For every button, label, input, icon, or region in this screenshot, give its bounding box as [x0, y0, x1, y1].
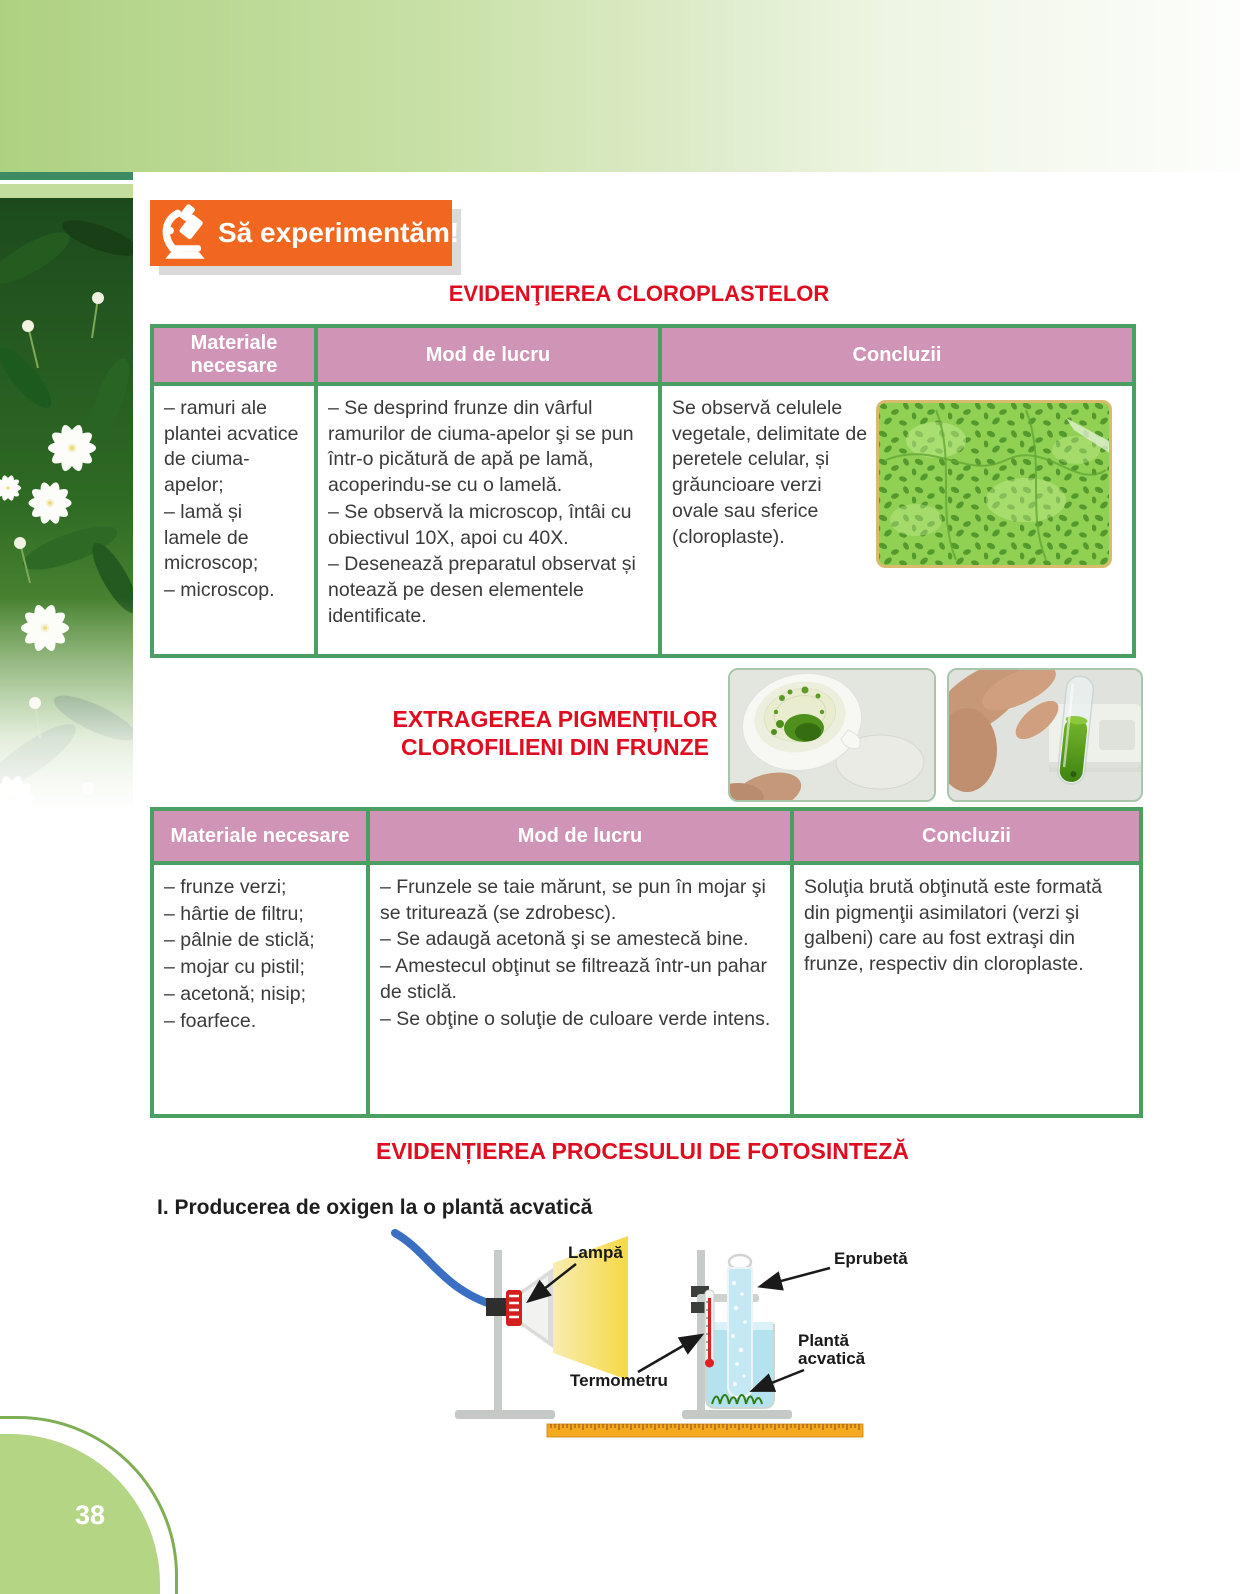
lamp-cable	[395, 1233, 496, 1306]
table2-header-mod: Mod de lucru	[370, 811, 790, 861]
heading-extragere-line2: CLOROFILIENI DIN FRUNZE	[401, 734, 709, 760]
table2-header-concluzii: Concluzii	[794, 811, 1139, 861]
table1-header-concluzii: Concluzii	[662, 328, 1132, 382]
label-planta-line2: acvatică	[798, 1349, 866, 1368]
mortar-pigment-photo	[728, 668, 936, 802]
lamp-clamp	[486, 1298, 508, 1316]
table1-concluzii-text: Se observă celulele vegetale, delimitate de peretele celular, și grăuncioare verzi ovale sau sferice (cloroplaste).	[672, 397, 868, 548]
test-tube-photo-art	[949, 670, 1141, 800]
mortar-photo-art	[730, 670, 934, 800]
label-eprubeta: Eprubetă	[834, 1249, 908, 1268]
page-number: 38	[74, 1500, 106, 1530]
table1-cell-concluzii	[662, 386, 1132, 654]
microscope-icon	[158, 203, 212, 263]
subsection-title: I. Producerea de oxigen la o plantă acvatică	[157, 1196, 593, 1219]
test-tube-photo	[947, 668, 1143, 802]
table-cloroplaste	[150, 324, 1136, 658]
ruler	[547, 1424, 863, 1437]
test-tube	[728, 1268, 752, 1397]
chloroplasts-micrograph	[876, 400, 1112, 568]
table1-header-mod: Mod de lucru	[318, 328, 658, 382]
table1-cell-materiale: – ramuri ale plantei acvatice de ciuma-apelor; – lamă și lamele de microscop; – microscop.	[154, 386, 314, 654]
experiment-banner	[150, 200, 460, 266]
heading-fotosinteza: EVIDENȚIEREA PROCESULUI DE FOTOSINTEZĂ	[376, 1138, 909, 1164]
photosynthesis-experiment-diagram	[370, 1228, 910, 1443]
heading-extragere	[375, 705, 735, 761]
label-lampa: Lampă	[568, 1243, 623, 1262]
table1-header-materiale: Materiale necesare	[154, 328, 314, 382]
table-extragere	[150, 807, 1143, 1118]
table2-cell-concluzii: Soluţia brută obţinută este formată din pigmenţii asimilatori (verzi şi galbeni) care au fost extraşi din frunze, respectiv din cloroplaste.	[794, 865, 1139, 1114]
top-gradient-band	[0, 0, 1240, 172]
left-stand-base	[455, 1410, 555, 1419]
sidebar-light-stripe	[0, 184, 133, 198]
heading-cloroplaste: EVIDENŢIEREA CLOROPLASTELOR	[448, 281, 830, 306]
label-planta-line1: Plantă	[798, 1331, 850, 1350]
table2-header-materiale: Materiale necesare	[154, 811, 366, 861]
right-stand-pole	[697, 1250, 705, 1414]
left-stand-pole	[494, 1250, 502, 1414]
flower-photo	[0, 198, 133, 812]
sidebar-dark-stripe	[0, 172, 133, 180]
table2-cell-materiale: – frunze verzi; – hârtie de filtru; – pâlnie de sticlă; – mojar cu pistil; – acetonă; nisip; – foarfece.	[154, 865, 366, 1114]
label-termometru: Termometru	[570, 1371, 668, 1390]
table1-cell-mod: – Se desprind frunze din vârful ramurilor de ciuma-apelor şi se pun într-o picătură de apă pe lamă, acoperindu-se cu o lamelă. – Se observă la microscop, întâi cu obiectivul 10X, apoi cu 40X. – Desenează preparatul observat și notează pe desen elementele identificate.	[318, 386, 658, 654]
right-stand-base	[682, 1410, 792, 1419]
tube-ring	[729, 1255, 751, 1269]
table2-cell-mod: – Frunzele se taie mărunt, se pun în mojar şi se triturează (se zdrobesc). – Se adaugă acetonă şi se amestecă bine. – Amestecul obţinut se filtrează într-un pahar de sticlă. – Se obţine o soluţie de culoare verde intens.	[370, 865, 790, 1114]
banner-label: Să experimentăm!	[218, 217, 460, 248]
heading-extragere-line1: EXTRAGEREA PIGMENȚILOR	[392, 706, 718, 732]
